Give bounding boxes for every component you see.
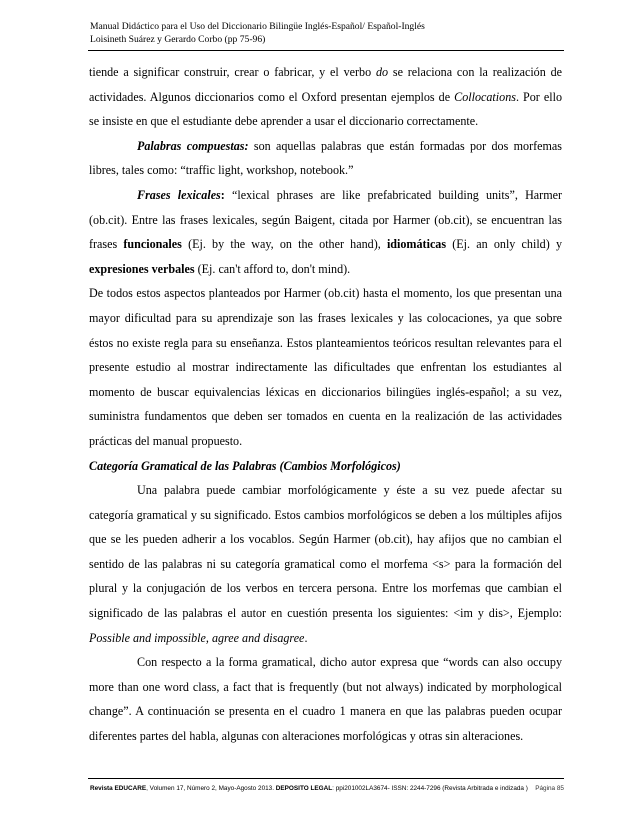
running-header bbox=[90, 20, 560, 46]
emphasis-collocations: Collocations bbox=[454, 89, 516, 104]
paragraph-6: Con respecto a la forma gramatical, dicho autor expresa que “words can also occupy more than one word class, a fact that is frequently (but not always) indicated by morphological change”. A continuación se presenta en el cuadro 1 manera en que las palabras pueden ocupar diferentes partes del habla, algunas con alteraciones morfológicas y otras sin alteraciones. bbox=[89, 655, 562, 744]
footer-issue: , Volumen 17, Número 2, Mayo-Agosto 2013. bbox=[146, 785, 276, 792]
footer-journal: Revista EDUCARE bbox=[90, 785, 147, 792]
emphasis-example: Possible and impossible, agree and disagree bbox=[89, 630, 305, 645]
footer-divider bbox=[88, 778, 564, 779]
paragraph-4: De todos estos aspectos planteados por Harmer (ob.cit) hasta el momento, los que presentan una mayor dificultad para su aprendizaje son las frases lexicales y las colocaciones, ya que sobre éstos no existe regla para su enseñanza. Estos planteamientos teóricos resultan relevantes para el presente estudio al mostrar indirectamente las dificultades que enfrentan los estudiantes al momento de buscar equivalencias léxicas en diccionarios bilingües inglés-español; a su vez, suministra fundamentos que deben ser tomados en cuenta en la realización de las actividades prácticas del manual propuesto. bbox=[89, 286, 562, 448]
term-palabras-compuestas: Palabras compuestas: bbox=[137, 138, 249, 153]
term-frases-lexicales: Frases lexicales bbox=[137, 187, 221, 202]
term-funcionales: funcionales bbox=[123, 237, 182, 252]
header-authors: Loisineth Suárez y Gerardo Corbo (pp 75-96) bbox=[90, 34, 266, 45]
running-footer bbox=[90, 784, 564, 794]
paragraph-lexical-phrases: Frases lexicales: “lexical phrases are like prefabricated building units”, Harmer (ob.cit). Entre las frases lexicales, según Baigent, citada por Harmer (ob.cit), se encuentran las frases funcionales (Ej. by the way, on the other hand), idiomáticas (Ej. an only child) y expresiones verbales (Ej. can't afford to, don't mind). bbox=[89, 187, 562, 276]
section-heading: Categoría Gramatical de las Palabras (Cambios Morfológicos) bbox=[89, 458, 401, 473]
page-number: Página 85 bbox=[535, 785, 564, 792]
header-divider bbox=[88, 50, 564, 51]
footer-deposito-text: : ppi201002LA3674- ISSN: 2244-7296 (Revista Arbitrada e indizada ) bbox=[332, 785, 528, 792]
paragraph-compound-words: Palabras compuestas: son aquellas palabras que están formadas por dos morfemas libres, tales como: “traffic light, workshop, notebook.” bbox=[89, 138, 562, 178]
header-title: Manual Didáctico para el Uso del Diccionario Bilingüe Inglés-Español/ Español-Inglés bbox=[90, 21, 425, 32]
footer-deposito-label: DEPOSITO LEGAL bbox=[275, 785, 333, 792]
paragraph-1: tiende a significar construir, crear o fabricar, y el verbo do se relaciona con la realización de actividades. Algunos diccionarios como el Oxford presentan ejemplos de Collocations. Por ello se insiste en que el estudiante debe aprender a usar el diccionario correctamente. bbox=[89, 65, 563, 129]
document-body bbox=[89, 60, 562, 749]
paragraph-5: Una palabra puede cambiar morfológicamente y éste a su vez puede afectar su categoría gramatical y su significado. Estos cambios morfológicos se deben a los múltiples afijos que se les pueden adherir a los vocablos. Según Harmer (ob.cit), hay afijos que no cambian el sentido de las palabras ni su categoría gramatical como el morfema <s> para la formación del plural y la conjugación de los verbos en tercera persona. Entre los morfemas que cambian el significado de las palabras el autor en cuestión presenta los siguientes: <im y dis>, Ejemplo: Possible and impossible, agree and disagree. bbox=[89, 483, 562, 645]
term-idiomaticas: idiomáticas bbox=[386, 237, 447, 252]
term-expresiones-verbales: expresiones verbales bbox=[89, 261, 195, 276]
emphasis-do: do bbox=[375, 65, 389, 79]
